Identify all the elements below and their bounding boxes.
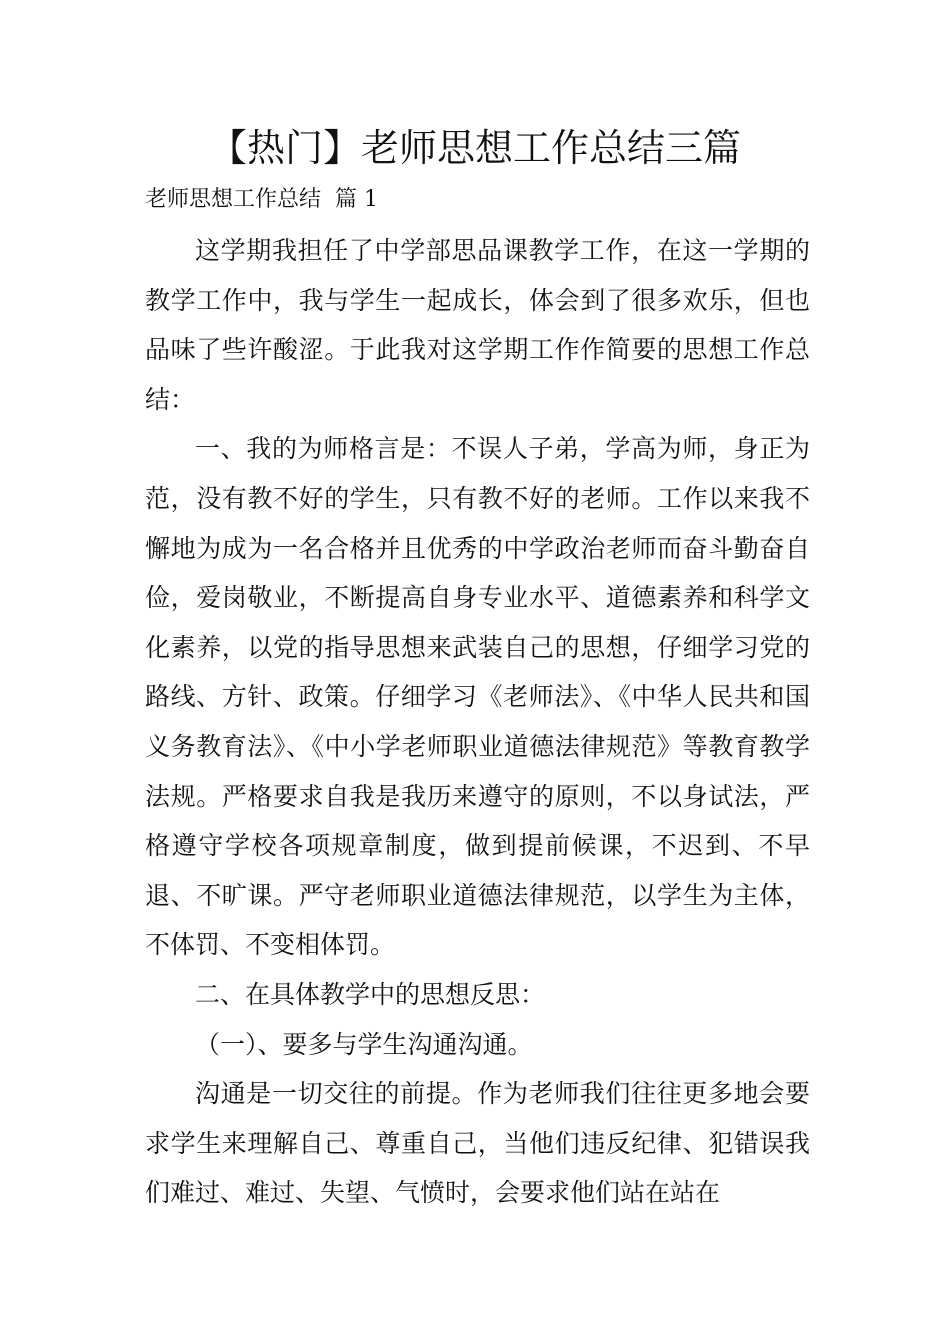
paragraph-communication: 沟通是一切交往的前提。作为老师我们往往更多地会要求学生来理解自己、尊重自己，当他们违反纪律、犯错误我们难过、难过、失望、气愤时，会要求他们站在站在 [145, 1079, 810, 1208]
document-body [145, 226, 810, 1218]
section-heading-reflection: 二、在具体教学中的思想反思： [195, 979, 546, 1009]
document-title: 【热门】老师思想工作总结三篇 [208, 126, 741, 170]
subsection-heading-communication: （一）、要多与学生沟通沟通。 [195, 1029, 533, 1059]
paragraph-motto: 一、我的为师格言是：不误人子弟，学高为师，身正为范，没有教不好的学生，只有教不好的老师。工作以来我不懈地为成为一名合格并且优秀的中学政治老师而奋斗勤奋自俭，爱岗敬业，不断提高自身专业水平、道德素养和科学文化素养，以党的指导思想来武装自己的思想，仔细学习党的路线、方针、政策。仔细学习《老师法》、《中华人民共和国义务教育法》、《中小学老师职业道德法律规范》等教育教学法规。严格要求自我是我历来遵守的原则，不以身试法，严格遵守学校各项规章制度，做到提前候课，不迟到、不早退、不旷课。严守老师职业道德法律规范，以学生为主体，不体罚、不变相体罚。 [145, 434, 810, 960]
section-subtitle: 老师思想工作总结 篇 1 [145, 187, 378, 212]
paragraph-intro: 这学期我担任了中学部思品课教学工作，在这一学期的教学工作中，我与学生一起成长，体会到了很多欢乐，但也品味了些许酸涩。于此我对这学期工作作简要的思想工作总结： [145, 236, 810, 414]
